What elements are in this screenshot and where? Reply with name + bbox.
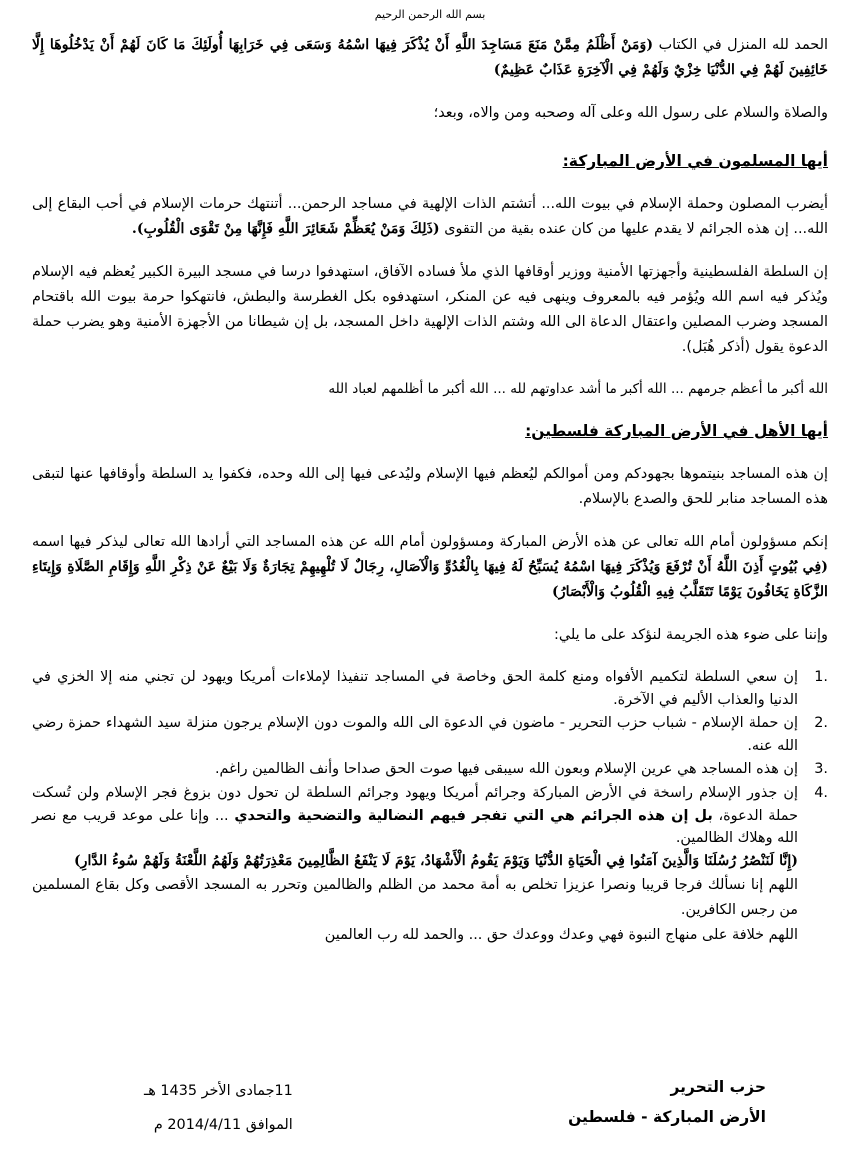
footer — [32, 1072, 828, 1152]
point-text-end: ... وإنا على موعد قريب مع نصر الله وهلاك الظالمين. — [32, 807, 798, 847]
org-name: حزب التحرير — [670, 1078, 766, 1096]
point-text: إن هذه المساجد هي عرين الإسلام وبعون الله سيبقى فيها صوت الحق صداحا وأنف الظالمين راغم. — [214, 761, 798, 778]
gregorian-date: الموافق 2014/4/11 م — [153, 1117, 293, 1133]
takbir-line: الله أكبر ما أعظم جرمهم ... الله أكبر ما أشد عداوتهم لله ... الله أكبر ما أظلمهم لعباد الله — [328, 381, 828, 397]
signature-block — [568, 1072, 766, 1132]
dua-line: اللهم خلافة على منهاج النبوة فهي وعدك ووعدك حق ... والحمد لله رب العالمين — [324, 927, 798, 944]
section1-paragraph-2: إن السلطة الفلسطينية وأجهزتها الأمنية ووزير أوقافها الذي ملأ فساده الآفاق، استهدفوا درسا في مسجد البيرة الكبير يُعظم فيه الإسلام ويُذكر فيه اسم الله ويُؤمر فيه بالمعروف وينهى فيه عن المنكر، استهدفوه بكل الغطرسة والبطش، فانتهكوا حرمة بيوت الله باقتحام المسجد وضرب المصلين واعتقال الدعاة الى الله وشتم الذات الإلهية داخل المسجد، بل إن شيطانا من الأجهزة الأمنية وهو يضرب حملة الدعوة يقول (أذكر هُبَل). — [32, 264, 828, 355]
point-text: إن سعي السلطة لتكميم الأفواه ومنع كلمة الحق وخاصة في المساجد تنفيذا لإملاءات أمريكا ويهود لن تجني منه إلا الخزي في الدنيا والعذاب الأليم في الآخرة. — [32, 669, 798, 708]
intro-lead: الحمد لله المنزل في الكتاب — [658, 37, 828, 53]
point-quran-quote: (إِنَّا لَنَنْصُرُ رُسُلَنَا وَالَّذِينَ آمَنُوا فِي الْحَيَاةِ الدُّنْيَا وَيَوْمَ يَقُومُ الْأَشْهَادُ، يَوْمَ لَا يَنْفَعُ الظَّالِمِينَ مَعْذِرَتُهُمْ وَلَهُمُ اللَّعْنَةُ وَلَهُمْ سُوءُ الدَّارِ) — [73, 852, 798, 869]
point-bold-text: بل إن هذه الجرائم هي التي تفجر فيهم النضالية والتضحية والتحدي — [234, 807, 713, 824]
intro-quran-quote: (وَمَنْ أَظْلَمُ مِمَّنْ مَنَعَ مَسَاجِدَ اللَّهِ أَنْ يُذْكَرَ فِيهَا اسْمُهُ وَسَعَى فِي خَرَابِهَا أُولَئِكَ مَا كَانَ لَهُمْ أَنْ يَدْخُلُوهَا إِلَّا خَائِفِينَ لَهُمْ فِي الدُّنْيَا خِزْيٌ وَلَهُمْ فِي الْآخِرَةِ عَذَابٌ عَظِيمٌ) — [32, 37, 828, 78]
dua-block — [32, 873, 828, 948]
section1-p1-text: أيضرب المصلون وحملة الإسلام في بيوت الله... أتشتم الذات الإلهية في مساجد الرحمن... أتنتهك حرمات الإسلام في أحب البقاع إلى الله... إن هذه الجرائم لا يقدم عليها من كان عنده بقية من التقوى — [32, 196, 828, 237]
section1-paragraph-1 — [32, 192, 828, 242]
point-number: .4 — [814, 784, 828, 801]
date-block — [144, 1074, 293, 1142]
point-number: .3 — [814, 761, 828, 778]
section1-heading: أيها المسلمون في الأرض المباركة: — [562, 152, 828, 170]
point-item — [32, 782, 828, 872]
statement-page — [32, 0, 828, 1161]
hijri-date: 11جمادى الأخر 1435 هـ — [144, 1083, 293, 1099]
intro-paragraph — [32, 33, 828, 83]
section2-lead-in: وإننا على ضوء هذه الجريمة لنؤكد على ما يلي: — [554, 627, 828, 643]
point-text: إن حملة الإسلام - شباب حزب التحرير - ماضون في الدعوة الى الله والموت دون الإسلام يرجون منزلة سيد الشهداء حمزة رضي الله عنه. — [32, 715, 798, 754]
org-location: الأرض المباركة - فلسطين — [568, 1108, 766, 1126]
point-item — [32, 758, 828, 781]
section2-paragraph-1: إن هذه المساجد بنيتموها بجهودكم ومن أموالكم ليُعظم فيها الإسلام وليُدعى فيها إلى الله وحده، فكفوا يد السلطة وأوقافها عنها لتبقى هذه المساجد منابر للحق والصدع بالإسلام. — [32, 466, 828, 507]
dua-line: اللهم إنا نسألك فرجا قريبا ونصرا عزيزا تخلص به أمة محمد من الظلم والظالمين وتحرر به المسجد الأقصى وكل بقاع المسلمين من رجس الكافرين. — [32, 877, 798, 919]
point-item — [32, 666, 828, 711]
point-item — [32, 712, 828, 757]
section2-paragraph-2 — [32, 530, 828, 605]
point-number: .2 — [814, 715, 828, 732]
section2-heading: أيها الأهل في الأرض المباركة فلسطين: — [525, 422, 828, 440]
point-text: إن جذور الإسلام راسخة في الأرض المباركة وجرائم أمريكا ويهود وجرائم السلطة لن تحول دون بزوغ فجر الإسلام ولن تُسكت حملة الدعوة، — [32, 784, 798, 824]
section2-p2-quote: (فِي بُيُوتٍ أَذِنَ اللَّهُ أَنْ تُرْفَعَ وَيُذْكَرَ فِيهَا اسْمُهُ يُسَبِّحُ لَهُ فِيهَا بِالْغُدُوِّ وَالْآصَالِ، رِجَالٌ لَا تُلْهِيهِمْ تِجَارَةٌ وَلَا بَيْعٌ عَنْ ذِكْرِ اللَّهِ وَإِقَامِ الصَّلَاةِ وَإِيتَاءِ الزَّكَاةِ يَخَافُونَ يَوْمًا تَتَقَلَّبُ فِيهِ الْقُلُوبُ وَالْأَبْصَارُ) — [32, 559, 828, 600]
section1-p1-quote: (ذَلِكَ وَمَنْ يُعَظِّمْ شَعَائِرَ اللَّهِ فَإِنَّهَا مِنْ تَقْوَى الْقُلُوبِ). — [131, 221, 440, 237]
points-list — [32, 666, 828, 872]
section2-p2-text: إنكم مسؤولون أمام الله تعالى عن هذه الأرض المباركة ومسؤولون أمام الله عن هذه المساجد التي أرادها الله تعالى ليذكر فيها اسمه — [32, 534, 828, 550]
point-number: .1 — [814, 669, 828, 685]
basmala: بسم الله الرحمن الرحيم — [374, 8, 486, 21]
salutation: والصلاة والسلام على رسول الله وعلى آله وصحبه ومن والاه، وبعد؛ — [433, 105, 828, 121]
